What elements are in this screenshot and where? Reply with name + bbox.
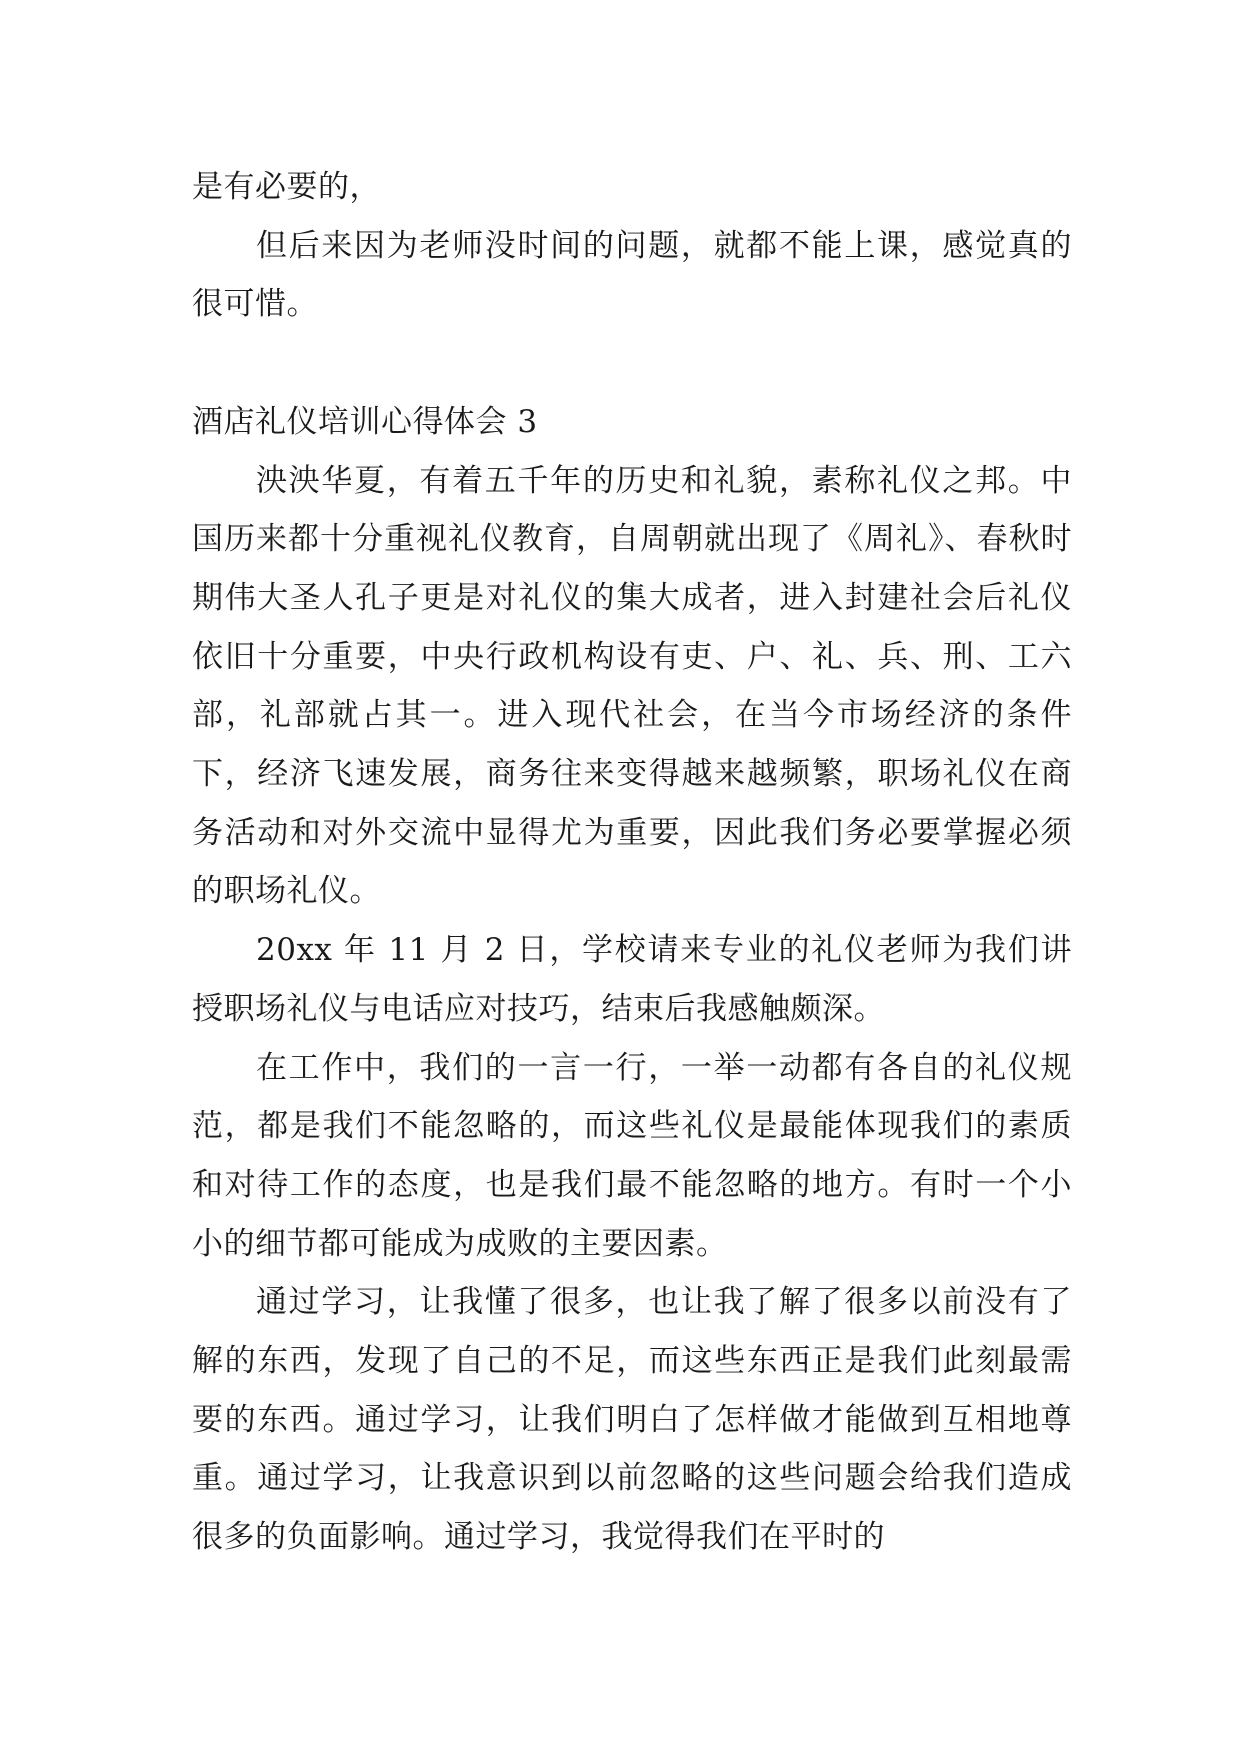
document-body — [192, 158, 1072, 1567]
paragraph-history: 泱泱华夏，有着五千年的历史和礼貌，素称礼仪之邦。中国历来都十分重视礼仪教育，自周朝就出现了《周礼》、春秋时期伟大圣人孔子更是对礼仪的集大成者，进入封建社会后礼仪依旧十分重要，中央行政机构设有吏、户、礼、兵、刑、工六部，礼部就占其一。进入现代社会，在当今市场经济的条件下，经济飞速发展，商务往来变得越来越频繁，职场礼仪在商务活动和对外交流中显得尤为重要，因此我们务必要掌握必须的职场礼仪。 — [192, 462, 1072, 910]
paragraph-continuation: 是有必要的， — [192, 169, 381, 205]
paragraph-learning: 通过学习，让我懂了很多，也让我了解了很多以前没有了解的东西，发现了自己的不足，而这些东西正是我们此刻最需要的东西。通过学习，让我们明白了怎样做才能做到互相地尊重。通过学习，让我意识到以前忽略的这些问题会给我们造成很多的负面影响。通过学习，我觉得我们在平时的 — [192, 1284, 1072, 1556]
paragraph-workplace-etiquette: 在工作中，我们的一言一行，一举一动都有各自的礼仪规范，都是我们不能忽略的，而这些礼仪是最能体现我们的素质和对待工作的态度，也是我们最不能忽略的地方。有时一个小小的细节都可能成为成败的主要因素。 — [192, 1049, 1072, 1262]
section-spacer — [192, 334, 1072, 393]
paragraph-teacher-time: 但后来因为老师没时间的问题，就都不能上课，感觉真的很可惜。 — [192, 227, 1072, 323]
paragraph-training-date: 20xx 年 11 月 2 日，学校请来专业的礼仪老师为我们讲授职场礼仪与电话应对技巧，结束后我感触颇深。 — [192, 932, 1072, 1027]
section-title: 酒店礼仪培训心得体会 3 — [192, 403, 538, 440]
